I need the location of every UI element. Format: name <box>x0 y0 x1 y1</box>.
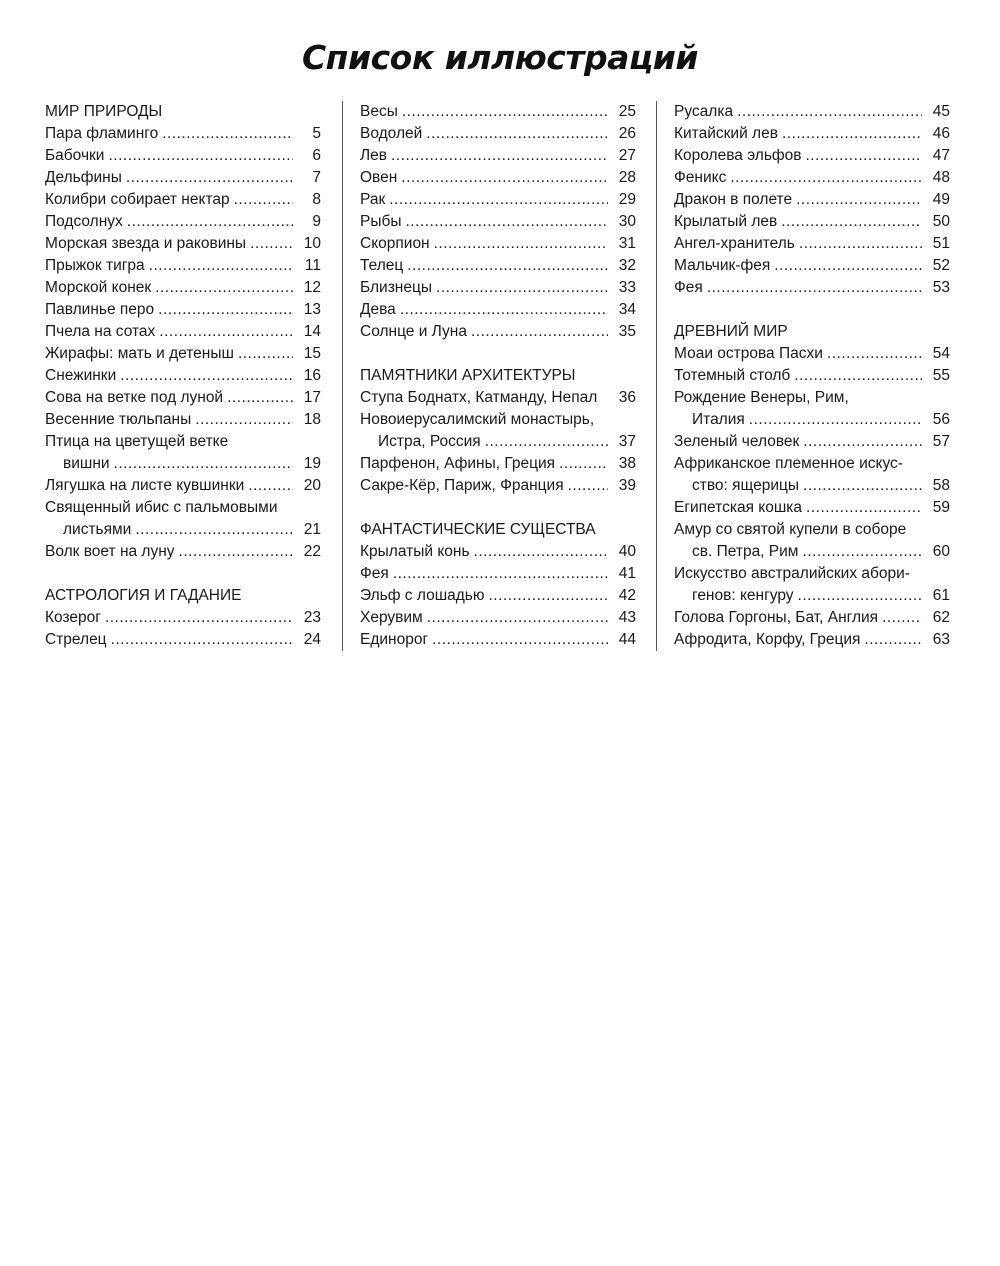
leader-dots <box>155 321 293 343</box>
page-number: 43 <box>618 609 636 626</box>
toc-entry <box>45 321 321 343</box>
toc-entry <box>674 607 950 629</box>
page-number: 30 <box>618 213 636 230</box>
toc-entry <box>674 629 950 651</box>
leader-dots <box>485 585 609 607</box>
toc-section <box>360 519 636 651</box>
entry-title: Крылатый лев <box>674 213 778 230</box>
page-number: 26 <box>618 125 636 142</box>
entry-title: Лев <box>360 147 388 164</box>
page-number: 46 <box>932 125 950 142</box>
toc-entry <box>45 343 321 365</box>
entry-title: Феникс <box>674 169 727 186</box>
entry-title: Голова Горгоны, Бат, Англия <box>674 609 879 626</box>
toc-entry <box>45 475 321 497</box>
toc-entry <box>360 189 636 211</box>
leader-dots <box>733 101 922 123</box>
toc-entry <box>360 123 636 145</box>
page-number: 19 <box>303 455 321 472</box>
toc-section <box>45 585 321 651</box>
page-number: 49 <box>932 191 950 208</box>
leader-dots <box>703 277 922 299</box>
entry-title: Бабочки <box>45 147 105 164</box>
entry-title: Волк воет на луну <box>45 543 175 560</box>
toc-entry <box>45 277 321 299</box>
entry-title: Ступа Боднатх, Катманду, Непал <box>360 389 598 406</box>
leader-dots <box>778 123 922 145</box>
toc-column-1 <box>45 101 321 651</box>
leader-dots <box>823 343 922 365</box>
leader-dots <box>432 277 608 299</box>
leader-dots <box>792 189 922 211</box>
entry-title: Весы <box>360 103 398 120</box>
entry-title: Рак <box>360 191 386 208</box>
page-number: 50 <box>932 213 950 230</box>
toc-entry <box>674 343 950 365</box>
entry-title: Овен <box>360 169 398 186</box>
section-heading: АСТРОЛОГИЯ И ГАДАНИЕ <box>45 587 242 604</box>
entry-title: вишни <box>63 455 110 472</box>
entry-title: Тотемный столб <box>674 367 791 384</box>
toc-entry <box>674 387 950 431</box>
toc-entry <box>45 299 321 321</box>
leader-dots <box>770 255 922 277</box>
entry-title: Херувим <box>360 609 423 626</box>
entry-title: Единорог <box>360 631 429 648</box>
entry-title: Фея <box>674 279 703 296</box>
leader-dots <box>151 277 293 299</box>
entry-title: Близнецы <box>360 279 433 296</box>
entry-title: Павлинье перо <box>45 301 155 318</box>
page-number: 39 <box>618 477 636 494</box>
leader-dots <box>104 145 293 167</box>
page-number: 29 <box>618 191 636 208</box>
leader-dots <box>154 299 293 321</box>
leader-dots <box>402 211 609 233</box>
toc-section <box>674 101 950 299</box>
page-number: 63 <box>932 631 950 648</box>
page-number: 42 <box>618 587 636 604</box>
entry-title: Колибри собирает нектар <box>45 191 230 208</box>
toc-entry <box>360 299 636 321</box>
page-number: 59 <box>932 499 950 516</box>
page-number: 61 <box>932 587 950 604</box>
leader-dots <box>564 475 608 497</box>
entry-title: Весенние тюльпаны <box>45 411 192 428</box>
entry-title: Африканское племенное искус- <box>674 455 903 472</box>
entry-title: Дельфины <box>45 169 122 186</box>
toc-entry <box>45 123 321 145</box>
toc-entry <box>360 387 636 409</box>
page-number: 47 <box>932 147 950 164</box>
page-number: 57 <box>932 433 950 450</box>
entry-title: Сакре-Кёр, Париж, Франция <box>360 477 564 494</box>
leader-dots <box>799 431 922 453</box>
toc-entry <box>360 145 636 167</box>
leader-dots <box>175 541 293 563</box>
entry-title: Рыбы <box>360 213 402 230</box>
leader-dots <box>798 541 922 563</box>
page-number: 44 <box>618 631 636 648</box>
entry-title: Эльф с лошадью <box>360 587 485 604</box>
page-number: 8 <box>312 191 321 208</box>
entry-title: Жирафы: мать и детеныш <box>45 345 234 362</box>
toc-entry <box>360 563 636 585</box>
leader-dots <box>116 365 293 387</box>
leader-dots <box>430 233 608 255</box>
leader-dots <box>122 167 293 189</box>
toc-entry <box>360 585 636 607</box>
entry-title: Китайский лев <box>674 125 778 142</box>
leader-dots <box>799 475 922 497</box>
entry-title: Фея <box>360 565 389 582</box>
leader-dots <box>398 101 608 123</box>
section-heading: ПАМЯТНИКИ АРХИТЕКТУРЫ <box>360 367 576 384</box>
page-number: 22 <box>303 543 321 560</box>
leader-dots <box>244 475 293 497</box>
page-number: 24 <box>303 631 321 648</box>
column-divider <box>342 101 343 651</box>
entry-title: Италия <box>692 411 745 428</box>
entry-title: Амур со святой купели в соборе <box>674 521 907 538</box>
page-number: 33 <box>618 279 636 296</box>
leader-dots <box>403 255 608 277</box>
page-number: 6 <box>312 147 321 164</box>
toc-entry <box>674 123 950 145</box>
toc-entry <box>360 101 636 123</box>
entry-title: Священный ибис с пальмовыми <box>45 499 278 516</box>
toc-entry <box>360 607 636 629</box>
entry-title: Пара фламинго <box>45 125 159 142</box>
leader-dots <box>726 167 922 189</box>
leader-dots <box>145 255 293 277</box>
page-number: 18 <box>303 411 321 428</box>
toc-entry <box>674 211 950 233</box>
page-number: 34 <box>618 301 636 318</box>
section-heading: МИР ПРИРОДЫ <box>45 103 163 120</box>
toc-entry <box>45 431 321 475</box>
page-number: 5 <box>312 125 321 142</box>
page-number: 9 <box>312 213 321 230</box>
entry-title: Новоиерусалимский монастырь, <box>360 411 595 428</box>
leader-dots <box>234 343 293 365</box>
leader-dots <box>777 211 922 233</box>
entry-title: Птица на цветущей ветке <box>45 433 229 450</box>
entry-title: Египетская кошка <box>674 499 803 516</box>
toc-entry <box>360 541 636 563</box>
entry-title: генов: кенгуру <box>692 587 794 604</box>
section-heading: ДРЕВНИЙ МИР <box>674 323 788 340</box>
entry-title: Лягушка на листе кувшинки <box>45 477 245 494</box>
toc-entry <box>45 541 321 563</box>
leader-dots <box>385 189 608 211</box>
page-number: 25 <box>618 103 636 120</box>
leader-dots <box>795 233 922 255</box>
entry-title: Рождение Венеры, Рим, <box>674 389 849 406</box>
page-number: 11 <box>304 257 321 274</box>
page-number: 55 <box>932 367 950 384</box>
entry-title: ство: ящерицы <box>692 477 800 494</box>
toc-entry <box>45 387 321 409</box>
toc-entry <box>674 189 950 211</box>
leader-dots <box>860 629 922 651</box>
toc-section <box>45 101 321 563</box>
toc-entry <box>674 365 950 387</box>
page-title: Список иллюстраций <box>301 38 699 77</box>
leader-dots <box>878 607 922 629</box>
page-number: 60 <box>932 543 950 560</box>
toc-entry <box>674 167 950 189</box>
page-number: 12 <box>303 279 321 296</box>
toc-entry <box>674 277 950 299</box>
toc-entry <box>674 497 950 519</box>
toc-entry <box>360 475 636 497</box>
toc-entry <box>360 629 636 651</box>
entry-title: Козерог <box>45 609 101 626</box>
toc-entry <box>360 233 636 255</box>
entry-title: Сова на ветке под луной <box>45 389 224 406</box>
toc-entry <box>360 453 636 475</box>
toc-entry <box>45 409 321 431</box>
entry-title: Искусство австралийских абори- <box>674 565 910 582</box>
entry-title: Дракон в полете <box>674 191 793 208</box>
leader-dots <box>422 123 608 145</box>
leader-dots <box>790 365 922 387</box>
page-number: 17 <box>303 389 321 406</box>
page-number: 32 <box>618 257 636 274</box>
toc-entry <box>45 189 321 211</box>
page-number: 13 <box>303 301 321 318</box>
toc-entry <box>360 409 636 453</box>
toc-entry <box>674 255 950 277</box>
entry-title: Королева эльфов <box>674 147 802 164</box>
toc-entry <box>360 255 636 277</box>
toc-entry <box>360 321 636 343</box>
entry-title: листьями <box>63 521 132 538</box>
toc-entry <box>360 211 636 233</box>
page-number: 36 <box>618 389 636 406</box>
entry-title: Крылатый конь <box>360 543 470 560</box>
entry-title: Телец <box>360 257 404 274</box>
page-number: 56 <box>932 411 950 428</box>
toc-entry <box>674 453 950 497</box>
leader-dots <box>123 211 293 233</box>
page-number: 40 <box>618 543 636 560</box>
section-heading: ФАНТАСТИЧЕСКИЕ СУЩЕСТВА <box>360 521 596 538</box>
toc-entry <box>45 365 321 387</box>
page-number: 21 <box>303 521 321 538</box>
toc-entry <box>45 167 321 189</box>
page-number: 53 <box>932 279 950 296</box>
entry-title: Истра, Россия <box>378 433 481 450</box>
entry-title: Морской конек <box>45 279 152 296</box>
entry-title: Ангел-хранитель <box>674 235 795 252</box>
entry-title: Афродита, Корфу, Греция <box>674 631 861 648</box>
toc-section <box>674 321 950 651</box>
page-number: 58 <box>932 477 950 494</box>
toc-entry <box>45 607 321 629</box>
entry-title: св. Петра, Рим <box>692 543 799 560</box>
leader-dots <box>191 409 293 431</box>
toc-entry <box>45 629 321 651</box>
page-number: 15 <box>303 345 321 362</box>
toc-entry <box>45 145 321 167</box>
leader-dots <box>389 563 608 585</box>
page-number: 52 <box>932 257 950 274</box>
page-number: 14 <box>303 323 321 340</box>
leader-dots <box>467 321 608 343</box>
entry-title: Русалка <box>674 103 734 120</box>
toc-entry <box>674 431 950 453</box>
page-number: 62 <box>932 609 950 626</box>
page-number: 27 <box>618 147 636 164</box>
leader-dots <box>470 541 608 563</box>
page-number: 51 <box>932 235 950 252</box>
toc-section <box>360 365 636 497</box>
entry-title: Моаи острова Пасхи <box>674 345 823 362</box>
leader-dots <box>131 519 293 541</box>
toc-entry <box>360 167 636 189</box>
entry-title: Мальчик-фея <box>674 257 771 274</box>
entry-title: Подсолнух <box>45 213 123 230</box>
toc-entry <box>674 519 950 563</box>
leader-dots <box>101 607 293 629</box>
leader-dots <box>397 167 608 189</box>
toc-entry <box>674 145 950 167</box>
toc-entry <box>45 255 321 277</box>
toc-entry <box>45 233 321 255</box>
page-number: 7 <box>312 169 321 186</box>
entry-title: Стрелец <box>45 631 107 648</box>
page-number: 10 <box>303 235 321 252</box>
toc-column-3 <box>674 101 950 651</box>
toc-entry <box>360 277 636 299</box>
leader-dots <box>802 497 922 519</box>
leader-dots <box>223 387 293 409</box>
page-number: 41 <box>618 565 636 582</box>
toc-entry <box>45 211 321 233</box>
entry-title: Прыжок тигра <box>45 257 145 274</box>
leader-dots <box>423 607 608 629</box>
toc-column-2 <box>360 101 636 651</box>
toc-entry <box>674 233 950 255</box>
entry-title: Зеленый человек <box>674 433 800 450</box>
entry-title: Дева <box>360 301 396 318</box>
leader-dots <box>230 189 293 211</box>
leader-dots <box>802 145 923 167</box>
leader-dots <box>158 123 293 145</box>
leader-dots <box>794 585 922 607</box>
entry-title: Скорпион <box>360 235 430 252</box>
leader-dots <box>481 431 608 453</box>
leader-dots <box>107 629 293 651</box>
page-number: 28 <box>618 169 636 186</box>
page-number: 20 <box>303 477 321 494</box>
page-number: 23 <box>303 609 321 626</box>
entry-title: Парфенон, Афины, Греция <box>360 455 556 472</box>
entry-title: Снежинки <box>45 367 117 384</box>
leader-dots <box>555 453 608 475</box>
leader-dots <box>110 453 293 475</box>
entry-title: Водолей <box>360 125 423 142</box>
leader-dots <box>396 299 608 321</box>
entry-title: Пчела на сотах <box>45 323 156 340</box>
toc-entry <box>45 497 321 541</box>
page-number: 16 <box>303 367 321 384</box>
page-number: 54 <box>932 345 950 362</box>
leader-dots <box>246 233 293 255</box>
page-number: 48 <box>932 169 950 186</box>
column-divider <box>656 101 657 651</box>
page-number: 31 <box>618 235 636 252</box>
entry-title: Морская звезда и раковины <box>45 235 247 252</box>
page-number: 37 <box>618 433 636 450</box>
toc-section <box>360 101 636 343</box>
page-number: 38 <box>618 455 636 472</box>
entry-title: Солнце и Луна <box>360 323 467 340</box>
toc-entry <box>674 101 950 123</box>
leader-dots <box>745 409 922 431</box>
page-number: 45 <box>932 103 950 120</box>
toc-entry <box>674 563 950 607</box>
leader-dots <box>428 629 608 651</box>
page-number: 35 <box>618 323 636 340</box>
leader-dots <box>387 145 608 167</box>
